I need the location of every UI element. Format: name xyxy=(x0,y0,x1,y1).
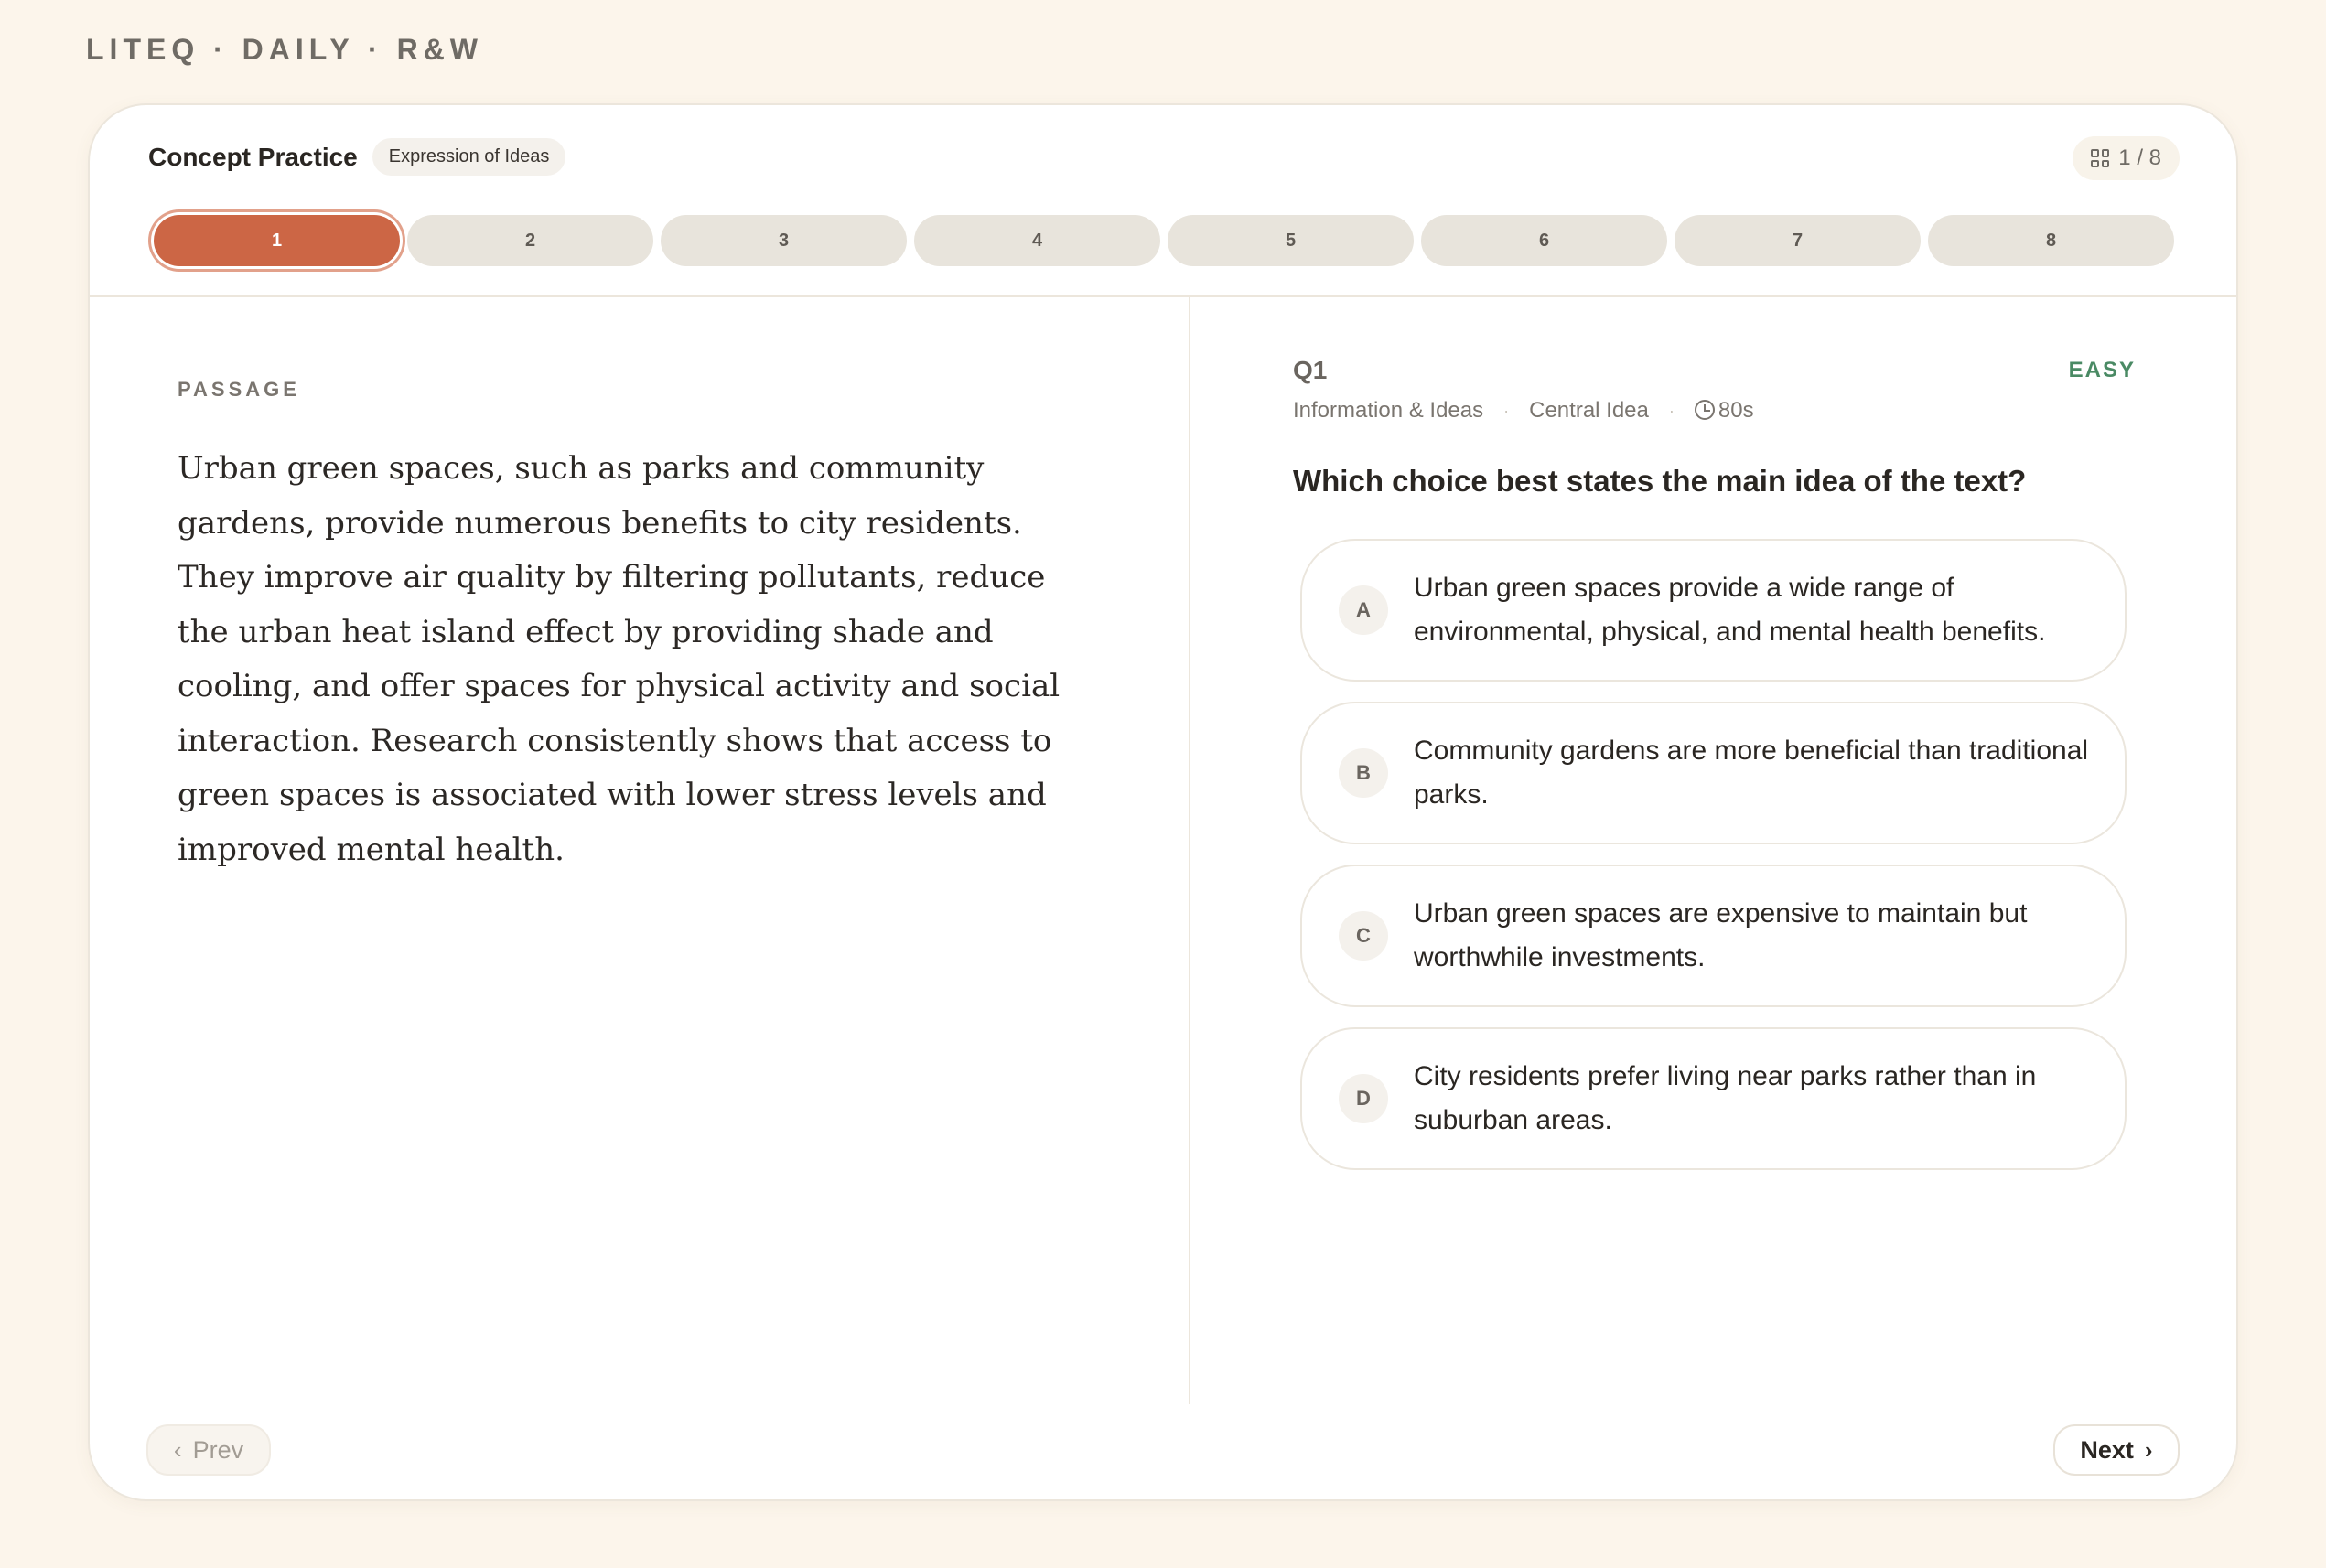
title-row xyxy=(148,138,565,176)
chevron-left-icon: ‹ xyxy=(173,1436,182,1464)
choice-b[interactable] xyxy=(1300,702,2127,844)
card-footer xyxy=(90,1402,2236,1499)
passage-label: PASSAGE xyxy=(178,378,300,401)
question-text: Which choice best states the main idea of the text? xyxy=(1293,464,2027,498)
choice-letter: A xyxy=(1339,585,1388,635)
step-8[interactable]: 8 xyxy=(1928,215,2174,266)
chevron-right-icon: › xyxy=(2144,1436,2153,1464)
topic-tag: Expression of Ideas xyxy=(372,138,566,176)
choice-d[interactable] xyxy=(1300,1027,2127,1170)
step-4[interactable]: 4 xyxy=(914,215,1160,266)
choice-a[interactable] xyxy=(1300,539,2127,682)
practice-card xyxy=(88,103,2238,1501)
difficulty-badge: EASY xyxy=(2068,358,2136,382)
choice-c[interactable] xyxy=(1300,865,2127,1007)
brand-title: LITEQ · DAILY · R&W xyxy=(86,33,483,66)
card-header xyxy=(90,105,2236,297)
question-counter: 1 / 8 xyxy=(2118,145,2161,170)
clock-icon xyxy=(1695,400,1715,420)
grid-icon xyxy=(2091,149,2109,167)
choice-text: Urban green spaces are expensive to maintain but worthwhile investments. xyxy=(1414,898,2028,972)
choice-text: City residents prefer living near parks rather than in suburban areas. xyxy=(1414,1061,2037,1135)
question-time xyxy=(1695,398,1754,424)
step-7[interactable]: 7 xyxy=(1675,215,1921,266)
choice-letter: B xyxy=(1339,748,1388,798)
choice-text: Community gardens are more beneficial than traditional parks. xyxy=(1414,736,2089,810)
page-title: Concept Practice xyxy=(148,142,358,171)
answer-choices xyxy=(1293,539,2136,1170)
question-stepper xyxy=(154,215,2174,266)
question-pane xyxy=(1190,297,2236,1404)
prev-label: Prev xyxy=(192,1435,244,1464)
question-meta xyxy=(1293,398,2136,424)
step-2[interactable]: 2 xyxy=(407,215,653,266)
step-1[interactable]: 1 xyxy=(154,215,400,266)
time-value: 80s xyxy=(1718,398,1754,423)
content-area xyxy=(90,297,2236,1404)
passage-text: Urban green spaces, such as parks and community gardens, provide numerous benefits to city residents. They improve air quality by filtering pollutants, reduce the urban heat island effect by providing shade and cooling, and offer spaces for physical activity and social interaction. Research consistently shows that access to green spaces is associated with lower stress levels and improved mental health. xyxy=(178,450,1061,868)
step-5[interactable]: 5 xyxy=(1168,215,1414,266)
next-button[interactable] xyxy=(2053,1424,2180,1476)
question-number: Q1 xyxy=(1293,356,1328,384)
passage-pane xyxy=(90,297,1190,1404)
next-label: Next xyxy=(2080,1435,2134,1464)
separator-dot: · xyxy=(1503,401,1510,420)
prev-button[interactable] xyxy=(146,1424,271,1476)
question-domain: Information & Ideas xyxy=(1293,398,1484,423)
question-skill: Central Idea xyxy=(1529,398,1649,423)
step-3[interactable]: 3 xyxy=(661,215,907,266)
step-6[interactable]: 6 xyxy=(1421,215,1667,266)
choice-letter: C xyxy=(1339,911,1388,961)
separator-dot: · xyxy=(1668,401,1675,420)
question-header xyxy=(1293,356,2136,385)
choice-text: Urban green spaces provide a wide range of environmental, physical, and mental health benefits. xyxy=(1414,573,2046,647)
question-counter-button[interactable] xyxy=(2073,136,2180,180)
choice-letter: D xyxy=(1339,1074,1388,1123)
